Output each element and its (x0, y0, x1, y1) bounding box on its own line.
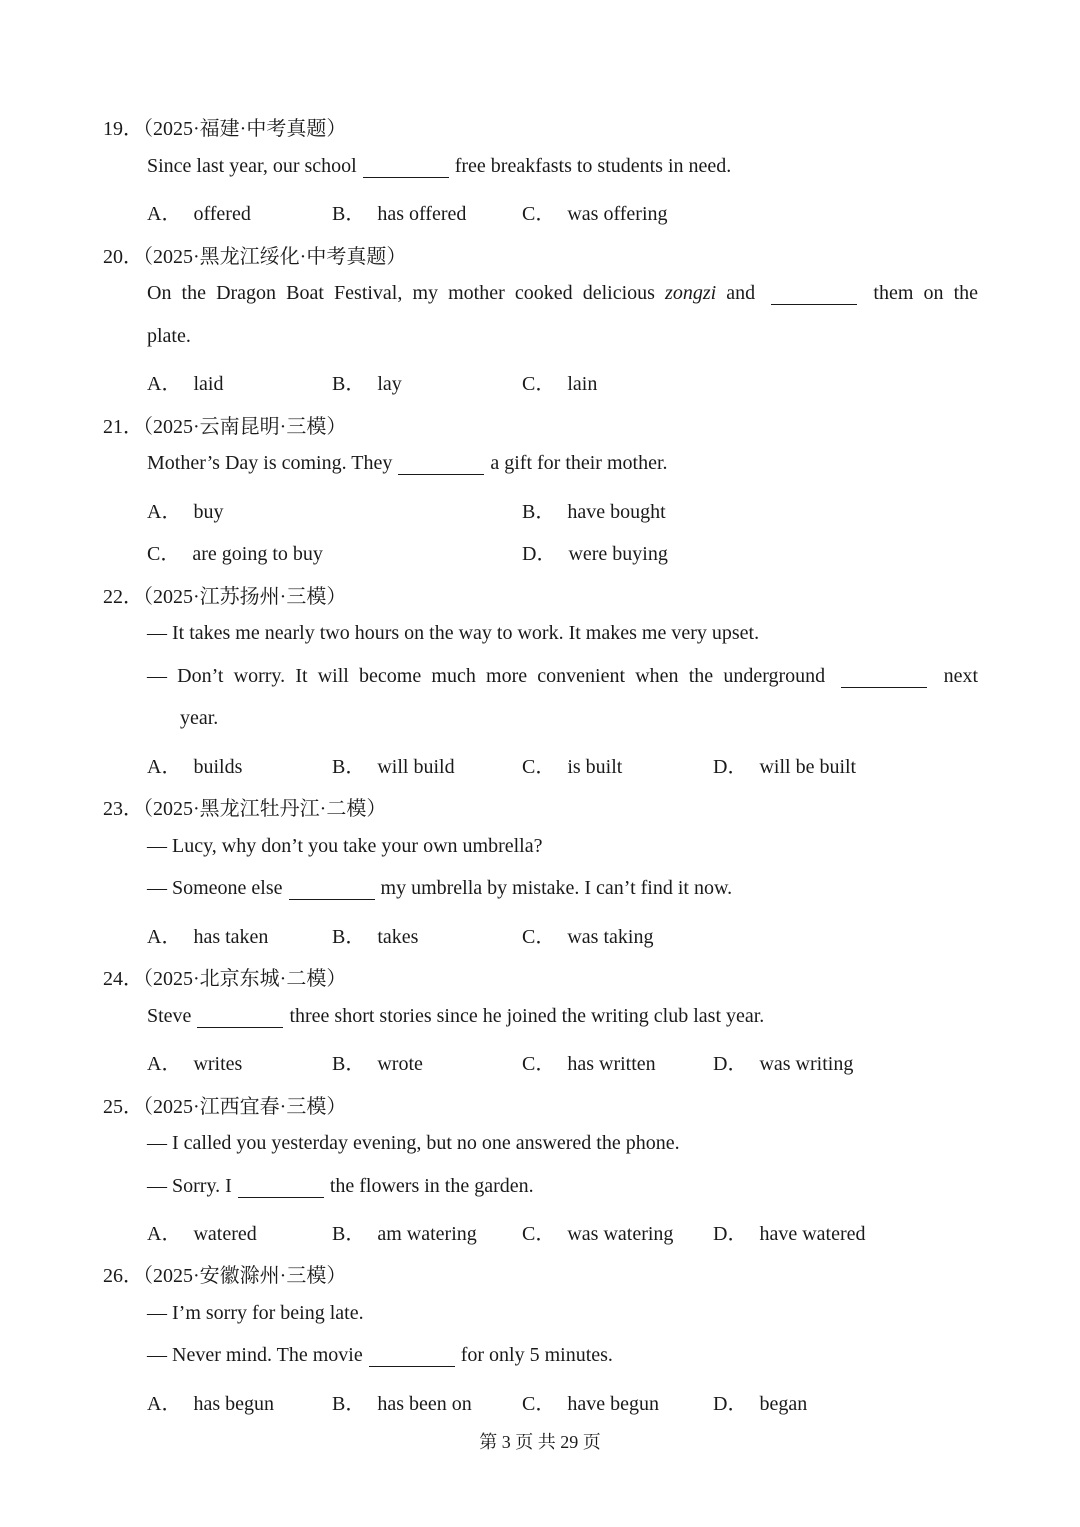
answer-blank (289, 879, 375, 900)
option-text: will be built (759, 756, 857, 778)
stem-text: — Don’t worry. It will become much more convenient when the underground (147, 665, 826, 687)
stem-text: Steve (147, 1005, 192, 1027)
question-26-option-a (147, 1387, 274, 1416)
option-label: C． (522, 926, 556, 948)
option-label: D． (522, 543, 557, 565)
option-text: have begun (567, 1393, 659, 1415)
option-label: A． (147, 1053, 182, 1075)
option-label: B． (332, 1393, 366, 1415)
option-text: was taking (567, 926, 654, 948)
option-text: writes (193, 1053, 243, 1075)
question-23-option-a (147, 920, 268, 949)
question-24-option-c (522, 1047, 656, 1076)
option-label: B． (332, 1223, 366, 1245)
question-26-option-b (332, 1387, 472, 1416)
question-20-stem-cont: plate. (147, 325, 191, 347)
question-22-dialogue-1: — It takes me nearly two hours on the way to work. It makes me very upset. (147, 622, 760, 644)
question-23-option-b (332, 920, 418, 949)
question-22-option-a (147, 750, 242, 779)
option-text: has taken (193, 926, 269, 948)
stem-text: them on the (873, 282, 979, 304)
option-label: D． (713, 1223, 748, 1245)
option-text: has offered (377, 203, 467, 225)
question-20-header: 20．（2025·黑龙江绥化·中考真题） (103, 246, 407, 268)
option-label: C． (522, 1393, 556, 1415)
question-25-option-c (522, 1217, 673, 1246)
stem-text: — Sorry. I (147, 1175, 232, 1197)
question-26-header: 26．（2025·安徽滁州·三模） (103, 1265, 347, 1287)
stem-text: for only 5 minutes. (460, 1344, 613, 1366)
question-25-dialogue-1: — I called you yesterday evening, but no one answered the phone. (147, 1132, 680, 1154)
answer-blank (363, 157, 449, 178)
stem-text: a gift for their mother. (490, 452, 668, 474)
option-text: takes (377, 926, 419, 948)
stem-text: — Someone else (147, 877, 283, 899)
question-21-option-d (522, 537, 668, 566)
option-label: A． (147, 203, 182, 225)
option-label: B． (332, 756, 366, 778)
page-footer: 第 3 页 共 29 页 (479, 1432, 601, 1452)
question-19-option-b (332, 197, 466, 226)
answer-blank (197, 1007, 283, 1028)
question-20-option-a (147, 367, 223, 396)
stem-italic-word: zongzi (665, 282, 717, 304)
option-label: A． (147, 501, 182, 523)
question-21-option-c (147, 537, 323, 566)
question-20-stem (147, 282, 978, 305)
question-19-stem (147, 155, 731, 178)
question-26-option-c (522, 1387, 659, 1416)
answer-blank (369, 1346, 455, 1367)
question-22-option-d (713, 750, 856, 779)
answer-blank (398, 454, 484, 475)
option-text: is built (567, 756, 623, 778)
option-text: buy (193, 501, 224, 523)
question-23-header: 23．（2025·黑龙江牡丹江·二模） (103, 798, 387, 820)
question-19-option-a (147, 197, 251, 226)
stem-text: On the Dragon Boat Festival, my mother cooked delicious (147, 282, 655, 304)
question-23-dialogue-1: — Lucy, why don’t you take your own umbrella? (147, 835, 543, 857)
stem-text: next (943, 665, 978, 687)
option-label: D． (713, 756, 748, 778)
stem-text: and (726, 282, 756, 304)
question-20-option-c (522, 367, 597, 396)
option-text: builds (193, 756, 243, 778)
question-19-option-c (522, 197, 668, 226)
question-24-header: 24．（2025·北京东城·二模） (103, 968, 347, 990)
question-26-dialogue-2 (147, 1344, 613, 1367)
option-label: B． (522, 501, 556, 523)
option-label: C． (522, 373, 556, 395)
option-label: C． (522, 203, 556, 225)
question-24-option-d (713, 1047, 853, 1076)
option-label: A． (147, 373, 182, 395)
option-text: have bought (567, 501, 666, 523)
answer-blank (238, 1177, 324, 1198)
option-text: am watering (377, 1223, 477, 1245)
question-21-header: 21．（2025·云南昆明·三模） (103, 416, 347, 438)
option-label: C． (522, 756, 556, 778)
option-text: watered (193, 1223, 257, 1245)
question-25-dialogue-2 (147, 1175, 534, 1198)
answer-blank (771, 284, 857, 305)
question-21-stem (147, 452, 668, 475)
question-25-header: 25．（2025·江西宜春·三模） (103, 1096, 347, 1118)
question-19-header: 19．（2025·福建·中考真题） (103, 118, 347, 140)
option-text: lay (377, 373, 402, 395)
stem-text: three short stories since he joined the writing club last year. (289, 1005, 765, 1027)
option-label: B． (332, 373, 366, 395)
question-26-option-d (713, 1387, 807, 1416)
option-label: C． (147, 543, 181, 565)
question-23-dialogue-2 (147, 877, 732, 900)
option-label: B． (332, 1053, 366, 1075)
question-25-option-b (332, 1217, 477, 1246)
question-25-option-a (147, 1217, 257, 1246)
option-text: wrote (377, 1053, 423, 1075)
option-text: offered (193, 203, 251, 225)
stem-text: free breakfasts to students in need. (454, 155, 732, 177)
question-22-dialogue-2 (147, 665, 978, 688)
question-22-header: 22．（2025·江苏扬州·三模） (103, 586, 347, 608)
option-text: began (759, 1393, 808, 1415)
question-24-stem (147, 1005, 764, 1028)
stem-text: — Never mind. The movie (147, 1344, 363, 1366)
option-label: C． (522, 1223, 556, 1245)
stem-text: my umbrella by mistake. I can’t find it now. (380, 877, 733, 899)
stem-text: Since last year, our school (147, 155, 357, 177)
option-label: A． (147, 756, 182, 778)
question-24-option-b (332, 1047, 423, 1076)
option-label: D． (713, 1393, 748, 1415)
question-24-option-a (147, 1047, 242, 1076)
option-text: was writing (759, 1053, 854, 1075)
question-25-option-d (713, 1217, 866, 1246)
option-label: D． (713, 1053, 748, 1075)
question-21-option-b (522, 495, 666, 524)
stem-text: the flowers in the garden. (329, 1175, 534, 1197)
stem-text: Mother’s Day is coming. They (147, 452, 393, 474)
question-22-option-b (332, 750, 455, 779)
option-text: are going to buy (192, 543, 323, 565)
option-text: have watered (759, 1223, 866, 1245)
question-22-option-c (522, 750, 622, 779)
option-label: C． (522, 1053, 556, 1075)
option-text: was watering (567, 1223, 674, 1245)
option-text: was offering (567, 203, 668, 225)
question-21-option-a (147, 495, 223, 524)
option-label: A． (147, 1393, 182, 1415)
question-22-dialogue-2-cont: year. (180, 707, 219, 729)
option-label: A． (147, 1223, 182, 1245)
question-26-dialogue-1: — I’m sorry for being late. (147, 1302, 364, 1324)
option-text: has begun (193, 1393, 274, 1415)
option-label: A． (147, 926, 182, 948)
question-20-option-b (332, 367, 402, 396)
option-text: has been on (377, 1393, 472, 1415)
option-text: laid (193, 373, 224, 395)
option-label: B． (332, 203, 366, 225)
question-23-option-c (522, 920, 653, 949)
option-text: were buying (568, 543, 668, 565)
option-text: will build (377, 756, 455, 778)
option-text: has written (567, 1053, 656, 1075)
answer-blank (841, 667, 927, 688)
option-label: B． (332, 926, 366, 948)
option-text: lain (567, 373, 598, 395)
